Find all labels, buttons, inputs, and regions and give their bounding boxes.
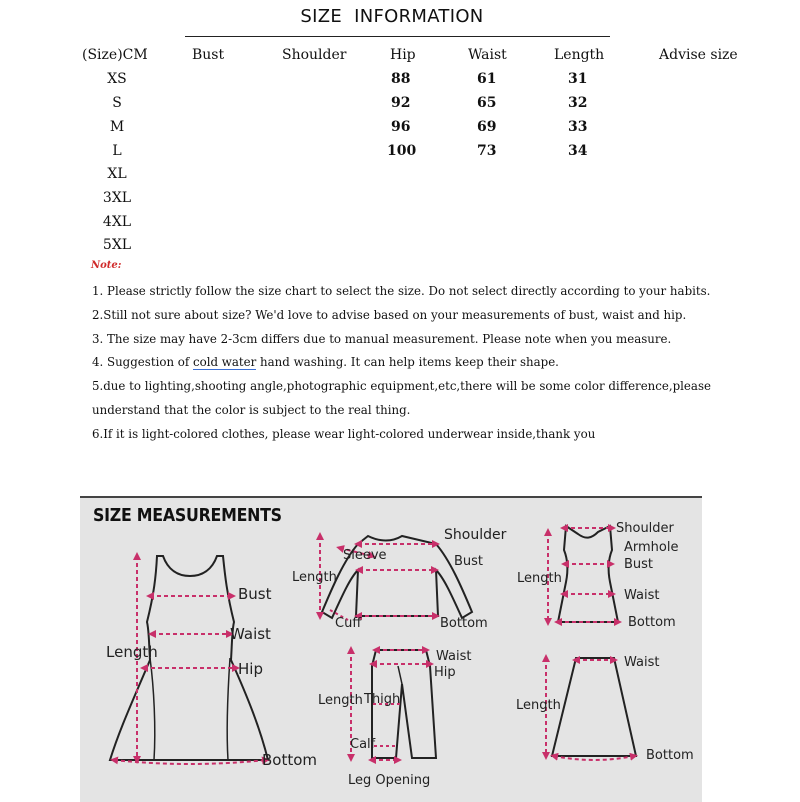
header-hip: Hip bbox=[390, 47, 416, 63]
pants-calf-label: Calf bbox=[350, 737, 376, 752]
header-bust: Bust bbox=[192, 47, 225, 63]
dress-hip-label: Hip bbox=[238, 660, 263, 678]
pants-thigh-label: Thigh bbox=[364, 692, 401, 707]
jacket-bust-label: Bust bbox=[454, 554, 484, 569]
length-cell: 34 bbox=[568, 143, 588, 159]
jacket-shoulder-label: Shoulder bbox=[444, 527, 507, 543]
cold-water-underline: cold water bbox=[193, 355, 257, 369]
pants-waist-label: Waist bbox=[436, 649, 472, 664]
hip-cell: 100 bbox=[387, 143, 417, 159]
dress-diagram bbox=[106, 556, 317, 769]
jacket-diagram bbox=[292, 527, 507, 631]
header-advise-size: Advise size bbox=[659, 47, 738, 63]
size-cell: XL bbox=[107, 166, 127, 182]
note-5-line-2: understand that the color is subject to the real thing. bbox=[92, 403, 411, 417]
hip-cell: 88 bbox=[391, 71, 411, 87]
top-shoulder-label: Shoulder bbox=[616, 521, 674, 536]
jacket-sleeve-label: Sleeve bbox=[343, 548, 387, 563]
size-cell: 4XL bbox=[102, 214, 132, 230]
jacket-length-label: Length bbox=[292, 570, 337, 585]
note-3: 3. The size may have 2-3cm differs due to manual measurement. Please note when you measure. bbox=[92, 332, 672, 346]
pants-hip-label: Hip bbox=[434, 665, 456, 680]
skirt-length-label: Length bbox=[516, 698, 561, 713]
hip-cell: 92 bbox=[391, 95, 411, 111]
header-shoulder: Shoulder bbox=[282, 47, 347, 63]
note-4 bbox=[92, 355, 559, 369]
waist-cell: 65 bbox=[477, 95, 497, 111]
length-cell: 33 bbox=[568, 119, 588, 135]
note-1: 1. Please strictly follow the size chart to select the size. Do not select directly according to your habits. bbox=[92, 284, 711, 298]
jacket-bottom-label: Bottom bbox=[440, 616, 488, 631]
top-outline bbox=[558, 526, 618, 622]
size-information-title: SIZE INFORMATION bbox=[300, 6, 484, 27]
header-waist: Waist bbox=[468, 47, 507, 63]
top-diagram bbox=[517, 521, 678, 630]
header-size: (Size)CM bbox=[82, 47, 148, 63]
skirt-bottom-label: Bottom bbox=[646, 748, 694, 763]
size-cell: XS bbox=[107, 71, 127, 87]
pants-diagram bbox=[318, 649, 471, 788]
note-6: 6.If it is light-colored clothes, please wear light-colored underwear inside,thank you bbox=[92, 427, 596, 441]
size-measurements-panel bbox=[80, 496, 702, 802]
note-4-end: hand washing. It can help items keep their shape. bbox=[256, 355, 559, 369]
note-label: Note: bbox=[91, 260, 122, 271]
size-cell: M bbox=[109, 119, 125, 135]
top-length-label: Length bbox=[517, 571, 562, 586]
top-waist-label: Waist bbox=[624, 588, 660, 603]
top-armhole-label: Armhole bbox=[624, 540, 679, 555]
dress-bust-label: Bust bbox=[238, 585, 272, 603]
note-4-start: 4. Suggestion of bbox=[92, 355, 194, 369]
hip-cell: 96 bbox=[391, 119, 411, 135]
header-length: Length bbox=[554, 47, 605, 63]
dress-length-label: Length bbox=[106, 643, 158, 661]
dress-waist-label: Waist bbox=[230, 625, 271, 643]
size-cell: 5XL bbox=[102, 237, 132, 253]
title-underline bbox=[185, 36, 610, 37]
skirt-diagram bbox=[516, 655, 694, 763]
dress-bottom-label: Bottom bbox=[262, 751, 318, 769]
note-2: 2.Still not sure about size? We'd love to advise based on your measurements of bust, waist and hip. bbox=[92, 308, 687, 322]
size-cell: S bbox=[112, 95, 122, 111]
waist-cell: 73 bbox=[477, 143, 497, 159]
pants-length-label: Length bbox=[318, 693, 363, 708]
waist-cell: 61 bbox=[477, 71, 497, 87]
pants-leg-opening-label: Leg Opening bbox=[348, 773, 431, 788]
skirt-outline bbox=[552, 658, 636, 756]
note-5-line-1: 5.due to lighting,shooting angle,photographic equipment,etc,there will be some color difference,please bbox=[92, 379, 711, 393]
jacket-cuff-label: Cuff bbox=[335, 616, 362, 631]
garment-diagrams bbox=[80, 498, 702, 802]
length-cell: 32 bbox=[568, 95, 588, 111]
skirt-waist-label: Waist bbox=[624, 655, 660, 670]
top-bottom-label: Bottom bbox=[628, 615, 676, 630]
top-bust-label: Bust bbox=[624, 557, 654, 572]
waist-cell: 69 bbox=[477, 119, 497, 135]
length-cell: 31 bbox=[568, 71, 588, 87]
size-measurements-heading: SIZE MEASUREMENTS bbox=[93, 505, 282, 526]
size-cell: L bbox=[112, 143, 122, 159]
size-cell: 3XL bbox=[102, 190, 132, 206]
